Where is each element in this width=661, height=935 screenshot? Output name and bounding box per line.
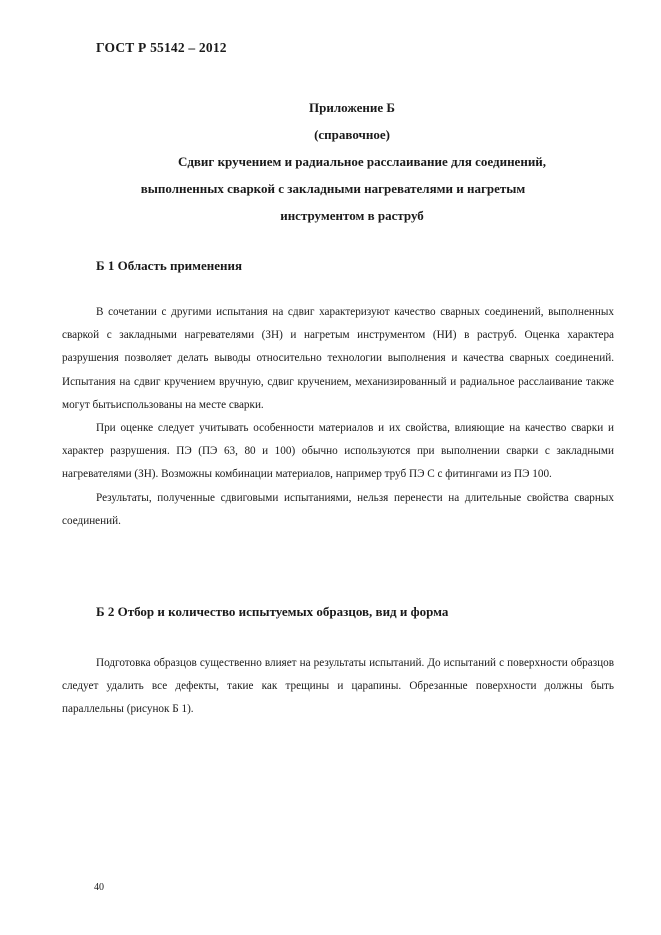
section-1-paragraph-2: При оценке следует учитывать особенности материалов и их свойства, влияющие на качество сварки и характер разрушения. ПЭ (ПЭ 63, 80 и 100) обычно используются при выполнении сварки с закладными нагревателями (ЗН). Возможны комбинации материалов, например труб ПЭ С с фитингами из ПЭ 100. [62,422,614,481]
appendix-heading-block [60,94,644,229]
appendix-type: (справочное) [314,127,390,142]
section-heading-2: Б 2 Отбор и количество испытуемых образцов, вид и форма [96,604,449,619]
section-1-paragraph-3: Результаты, полученные сдвиговыми испытаниями, нельзя перенести на длительные свойства сварных соединений. [62,491,614,527]
appendix-title-line-1: Сдвиг кручением и радиальное расслаивание для соединений, [177,154,547,169]
appendix-label: Приложение Б [309,100,395,115]
section-1-body [62,301,614,533]
section-2-paragraph-1: Подготовка образцов существенно влияет на результаты испытаний. До испытаний с поверхности образцов следует удалить все дефекты, такие как трещины и царапины. Обрезанные поверхности должны быть параллельны (рисунок Б 1). [62,657,614,716]
page-number: 40 [94,882,104,893]
section-heading-1: Б 1 Область применения [96,258,243,273]
section-2-body [62,652,614,722]
appendix-title-line-3: инструментом в раструб [280,208,424,223]
document-code-header: ГОСТ Р 55142 – 2012 [96,40,227,55]
appendix-title-line-2: выполненных сваркой с закладными нагревателями и нагретым [140,181,526,196]
section-1-paragraph-1: В сочетании с другими испытания на сдвиг характеризуют качество сварных соединений, выполненных сваркой с закладными нагревателями (ЗН) и нагретым инструментом (НИ) в раструб. Оценка характера разрушения позволяет делать выводы относительно технологии выполнения и качества сварных соединений. Испытания на сдвиг кручением вручную, сдвиг кручением, механизированный и радиальное расслаивание также могут бытьиспользованы на месте сварки. [62,306,614,411]
